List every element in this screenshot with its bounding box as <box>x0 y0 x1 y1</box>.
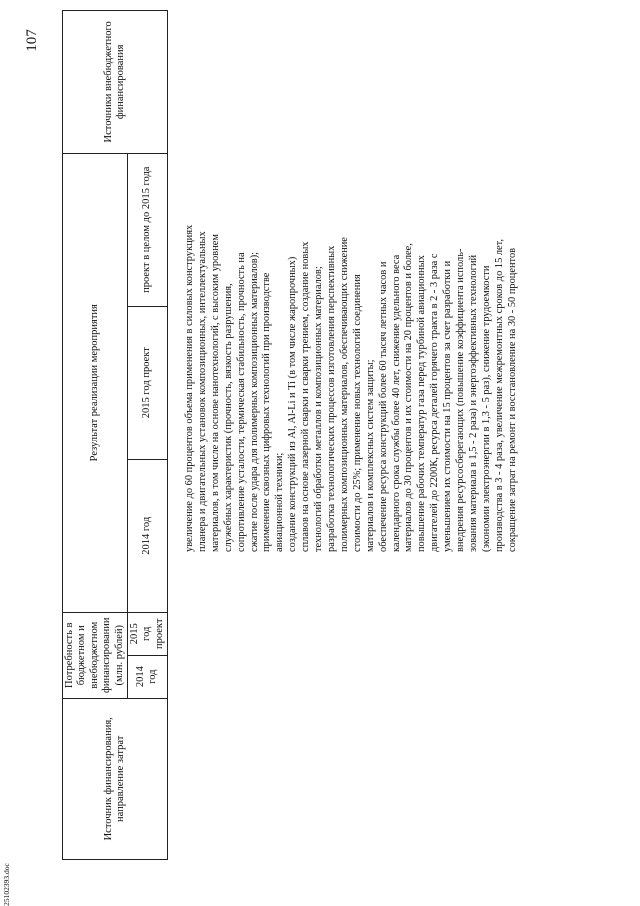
rotated-sheet <box>52 10 612 860</box>
header-result-2015: 2015 год проект <box>127 306 167 459</box>
body-line: планера и двигательных установок композиционных, интеллектуальных <box>196 231 208 552</box>
financing-table <box>62 10 168 860</box>
header-need-2014: 2014 год <box>127 655 167 698</box>
body-line: сжатие после удара для полимерных композиционных материалов); <box>248 251 260 552</box>
result-description <box>184 12 520 552</box>
body-line: авиационной техники; <box>274 452 286 552</box>
body-line: (экономии электроэнергии в 1,3 - 5 раз), снижение трудоемкости <box>480 265 492 552</box>
header-result: Результат реализации мероприятия <box>63 153 128 612</box>
body-line: сплавов на основе лазерной сварки и сварки трением, создание новых <box>300 241 312 552</box>
body-line: полимерных композиционных материалов, обеспечивающих снижение <box>338 237 350 552</box>
body-line: сокращение затрат на ремонт и восстановление на 30 - 50 процентов <box>506 247 518 552</box>
body-line: двигателей до 2200К, ресурса деталей горячего тракта в 2 - 3 раза с <box>429 253 441 552</box>
body-line: применение сквозных цифровых технологий при производстве <box>261 272 273 552</box>
body-line: материалов, в том числе на основе нанотехнологий, с высоким уровнем <box>209 234 221 552</box>
body-line: стоимости до 25%; применение новых технологий соединения <box>351 274 363 552</box>
header-result-total: проект в целом до 2015 года <box>127 153 167 306</box>
body-line: технологий обработки металлов и композиционных материалов; <box>313 266 325 552</box>
body-line: создание конструкций из Al, Al-Li и Ti (в том числе жаропрочных) <box>287 256 299 552</box>
body-line: уменьшением их стоимости на 15 процентов за счет разработки и <box>442 260 454 552</box>
body-line: производства в 3 - 4 раза, увеличение межремонтных сроков до 15 лет, <box>493 238 505 552</box>
page-number <box>23 29 40 52</box>
body-line: обеспечение ресурса конструкций более 60 тысяч летных часов и <box>377 261 389 552</box>
document-code-text: 25102393.doc <box>1 863 11 906</box>
body-line: увеличение до 60 процентов объема применения в силовых конструкциях <box>184 224 195 552</box>
body-line: зования материала в 1,5 - 2 раза) и энергоэффективных технологий <box>467 254 479 552</box>
document-code <box>1 863 11 906</box>
header-need: Потребность в бюджетном и внебюджетном финансировании (млн. рублей) <box>63 612 128 698</box>
body-line: служебных характеристик (прочность, вязкость разрушения, <box>222 283 234 552</box>
body-line: сопротивление усталости, термическая стабильность, прочность на <box>235 252 247 552</box>
body-line: материалов до 30 процентов и их стоимости на 20 процентов и более, <box>403 243 415 552</box>
header-need-2015: 2015 год проект <box>127 612 167 655</box>
body-line: материалов и комплексных систем защиты; <box>364 359 376 552</box>
body-line: внедрения ресурсосберегающих (повышение коэффициента исполь- <box>455 248 467 552</box>
body-line: календарного срока службы более 40 лет, снижение удельного веса <box>390 254 402 552</box>
header-result-2014: 2014 год <box>127 459 167 612</box>
body-line: повышение рабочих температур газа перед турбиной авиационных <box>416 255 428 552</box>
header-source: Источник финансирования, направление затрат <box>63 698 168 859</box>
header-extra-sources: Источники внебюджетного финансирования <box>63 11 168 154</box>
body-line: разработка технологических процессов изготовления перспективных <box>325 245 337 552</box>
page-number-text: 107 <box>23 29 40 52</box>
